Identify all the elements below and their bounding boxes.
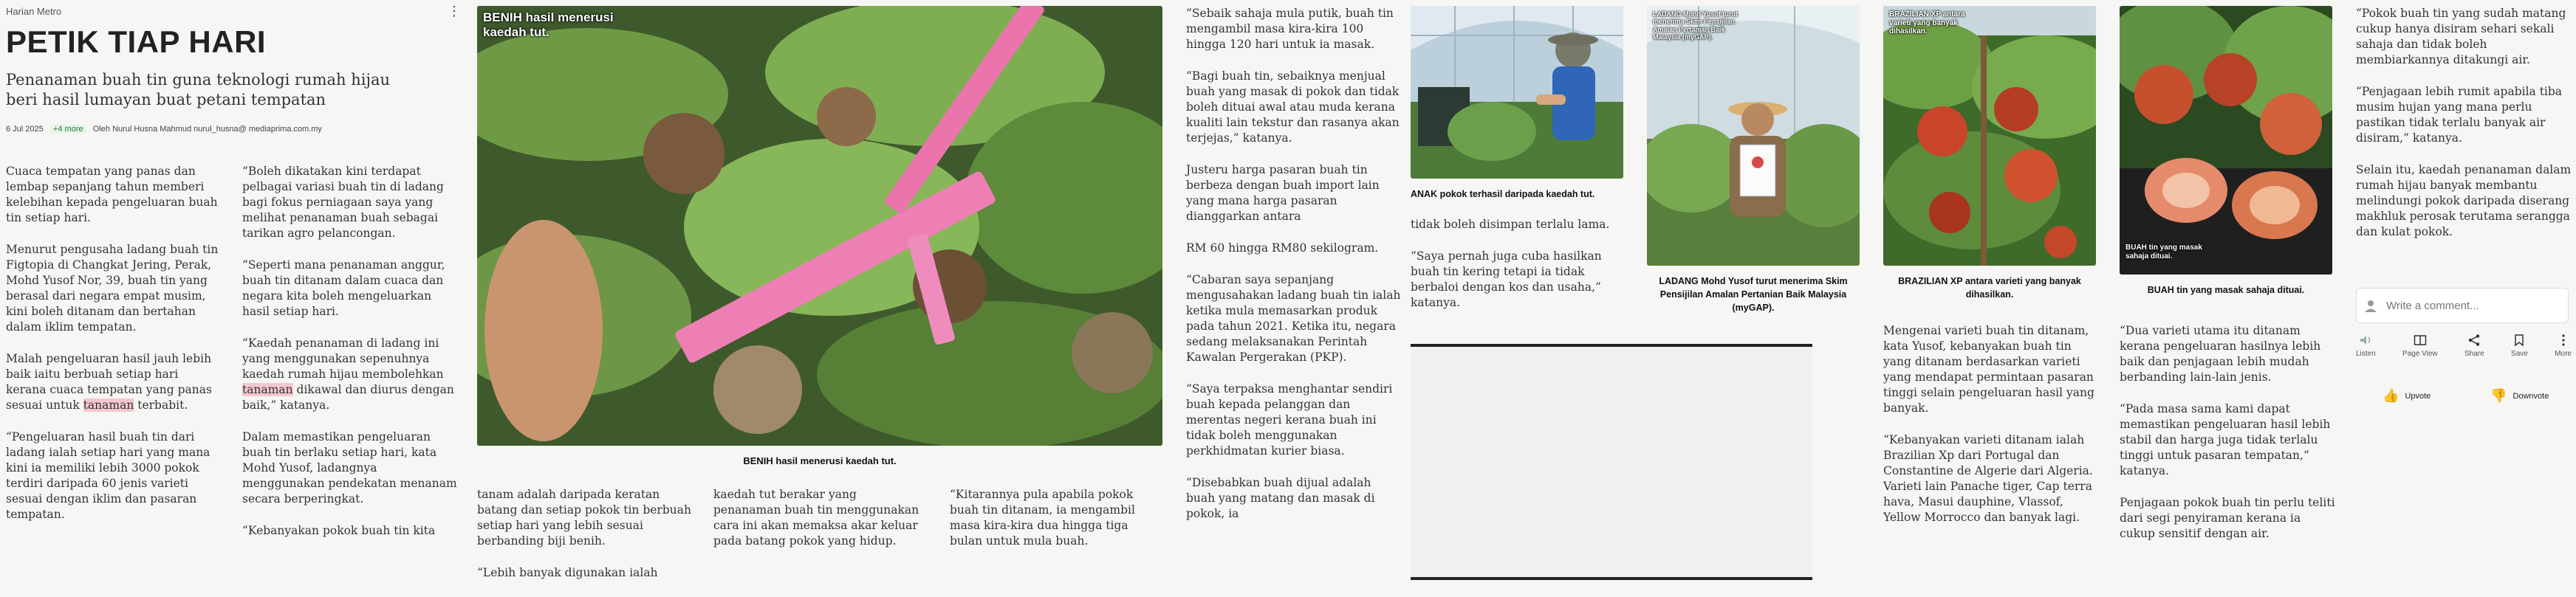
photo-ripe-figs[interactable]: [2120, 6, 2332, 275]
highlight[interactable]: tanaman: [83, 398, 134, 412]
paragraph: “Lebih banyak digunakan ialah: [477, 566, 658, 579]
share-icon: [2467, 334, 2481, 347]
paragraph: RM 60 hingga RM80 sekilogram.: [1186, 241, 1379, 255]
article-column-1: [6, 164, 222, 539]
paragraph: “Saya terpaksa menghantar sendiri buah kepada pelanggan dan merentas negeri kerana buah ini tidak boleh menggunakan perkhidmatan kurier biasa.: [1186, 382, 1393, 458]
paragraph: “Bagi buah tin, sebaiknya menjual buah yang masak di pokok dan tidak boleh dituai awal atau muda kerana kualiti lain tekstur dan rasanya akan terjejas,” katanya.: [1186, 69, 1400, 145]
toolbar-label: Page View: [2402, 350, 2438, 358]
bookmark-icon: [2512, 334, 2526, 347]
paragraph: Justeru harga pasaran buah tin berbeza dengan buah import lain yang mana harga pasaran dianggarkan antara: [1186, 163, 1380, 223]
toolbar-label: Share: [2464, 350, 2484, 358]
article-column-4: [1186, 6, 1402, 538]
section-label: Harian Metro: [6, 6, 62, 17]
photo-brazilian-xp[interactable]: [1883, 6, 2096, 266]
greenhouse-image: [1411, 6, 1623, 179]
paragraph: Mengenai varieti buah tin ditanam, kata Yusof, kebanyakan buah tin yang ditanam berdasarkan varieti yang mendapat permintaan pasaran tinggi selain pengeluaran hasil yang banyak.: [1883, 324, 2094, 415]
toolbar-label: Save: [2511, 350, 2528, 358]
paragraph: “Pokok buah tin yang sudah matang cukup hanya disiram sehari sekali sahaja dan tidak boleh membiarkannya ditakungi air.: [2356, 7, 2566, 66]
page-subtitle: Penanaman buah tin guna teknologi rumah hijau beri hasil lumayan buat petani tempatan: [6, 71, 391, 108]
photo-caption: BUAH tin yang masak sahaja dituai.: [2147, 285, 2305, 295]
ad-placeholder: [1411, 344, 1812, 580]
photo-caption: LADANG Mohd Yusof turut menerima Skim Pensijilan Amalan Pertanian Baik Malaysia (myGAP).: [1659, 276, 1848, 313]
downvote-button[interactable]: [2490, 388, 2572, 404]
paragraph: “Cabaran saya sepanjang mengusahakan ladang buah tin ialah ketika mula memasarkan produk pada tahun 2021. Ketika itu, negara sedang melaksanakan Perintah Kawalan Pergerakan (PKP).: [1186, 273, 1401, 364]
photo-farmer-certificate[interactable]: [1647, 6, 1860, 266]
paragraph: “Dua varieti utama itu ditanam kerana pengeluaran hasilnya lebih baik dan penjagaan lebih mudah berbanding lain-lain jenis.: [2120, 324, 2321, 384]
seedlings-image: [477, 6, 1162, 446]
thumbs-down-icon: 👎: [2490, 388, 2507, 403]
toolbar-label: Listen: [2356, 350, 2376, 358]
article-column-3a: [477, 487, 691, 597]
upvote-button[interactable]: [2383, 388, 2456, 404]
thumbs-up-icon: 👍: [2383, 388, 2399, 403]
article-column-2: [242, 164, 458, 555]
article-column-3b: [713, 487, 928, 565]
paragraph: “Saya pernah juga cuba hasilkan buah tin kering tetapi ia tidak berbaloi dengan kos dan usaha,” katanya.: [1411, 249, 1602, 309]
kebab-menu-icon[interactable]: ⋮: [448, 4, 461, 18]
page-view-button[interactable]: [2402, 334, 2438, 358]
more-authors-tag[interactable]: +4 more: [50, 125, 86, 134]
speaker-icon: [2359, 334, 2372, 347]
paragraph: Penjagaan pokok buah tin perlu teliti dari segi penyiraman kerana ia cukup sensitif dengan air.: [2120, 496, 2335, 540]
article-column-9: [2356, 6, 2572, 256]
paragraph: Dalam memastikan pengeluaran buah tin berlaku setiap hari, kata Mohd Yusof, ladangnya menggunakan pendekatan menanam secara berperingkat.: [242, 430, 457, 505]
paragraph: Menurut pengusaha ladang buah tin Figtopia di Changkat Jering, Perak, Mohd Yusof Nor, 39, buah tin yang berasal dari negara empat musim, kini boleh ditanam dan bertahan dalam iklim tempatan.: [6, 243, 219, 334]
paragraph: tidak boleh disimpan terlalu lama.: [1411, 218, 1610, 231]
paragraph: “Kitarannya pula apabila pokok buah tin ditanam, ia mengambil masa kira-kira dua hingga tiga bulan untuk mula buah.: [950, 488, 1135, 548]
photo-greenhouse-man[interactable]: [1411, 6, 1623, 179]
paragraph: “Sebaik sahaja mula putik, buah tin mengambil masa kira-kira 100 hingga 120 hari untuk ia masak.: [1186, 7, 1394, 51]
paragraph: “Penjagaan lebih rumit apabila tiba musim hujan yang mana perlu pastikan tidak terlalu banyak air disiram,” katanya.: [2356, 85, 2563, 145]
vote-row: [2383, 388, 2572, 404]
photo-caption: ANAK pokok terhasil daripada kaedah tut.: [1411, 189, 1595, 199]
toolbar-label: More: [2555, 350, 2572, 358]
more-icon: [2557, 334, 2570, 347]
paragraph: “Pada masa sama kami dapat memastikan pengeluaran hasil lebih stabil dan harga juga tidak terlalu tinggi untuk pasaran tempatan,” katanya.: [2120, 402, 2331, 477]
ripe-figs-image: [2120, 6, 2332, 275]
photo-overlay-text: LADANG Mohd Yusof turut menerima Skim Pensijilan Amalan Pertanian Baik Malaysia (myGAP).: [1653, 10, 1738, 41]
photo-seedlings[interactable]: [477, 6, 1162, 446]
paragraph: “Kebanyakan varieti ditanam ialah Brazilian Xp dari Portugal dan Constantine de Algerie dari Algeria. Varieti lain Panache tiger, Cap terra hava, Masui dauphine, Vlassof, Yellow Morrocco dan banyak lagi.: [1883, 433, 2093, 524]
figs-tree-image: [1883, 6, 2096, 266]
listen-button[interactable]: [2356, 334, 2376, 358]
article-column-8: [2120, 323, 2335, 558]
avatar-icon: [2364, 299, 2377, 312]
upvote-label: Upvote: [2405, 391, 2431, 401]
comment-input[interactable]: [2385, 299, 2558, 313]
highlight[interactable]: tanaman: [242, 383, 293, 396]
paragraph: “Boleh dikatakan kini terdapat pelbagai variasi buah tin di ladang bagi fokus perniagaan saya yang melihat penanaman buah sebagai tarikan agro pelancongan.: [242, 165, 444, 240]
photo-caption: BRAZILIAN XP antara varieti yang banyak dihasilkan.: [1898, 276, 2081, 300]
comment-box[interactable]: [2356, 288, 2569, 323]
page-view-icon: [2414, 334, 2427, 347]
save-button[interactable]: [2511, 334, 2528, 358]
paragraph: tanam adalah daripada keratan batang dan setiap pokok tin berbuah setiap hari yang lebih sesuai berbanding biji benih.: [477, 488, 691, 548]
paragraph: “Kebanyakan pokok buah tin kita: [242, 524, 436, 537]
photo-overlay-text: BRAZILIAN XP antara varieti yang banyak dihasilkan.: [1889, 10, 1965, 35]
date: 6 Jul 2025: [6, 125, 44, 134]
article-column-3c: [950, 487, 1162, 565]
paragraph: “Pengeluaran hasil buah tin dari ladang ialah setiap hari yang mana kini ia memiliki lebih 3000 pokok terdiri daripada 60 jenis varieti sesuai dengan iklim dan pasaran tempatan.: [6, 430, 210, 521]
photo-overlay-text: BENIH hasil menerusi kaedah tut.: [483, 10, 614, 39]
photo-overlay-text: BUAH tin yang masak sahaja dituai.: [2125, 244, 2202, 260]
paragraph: “Seperti mana penanaman anggur, buah tin ditanam dalam cuaca dan negara kita boleh mengeluarkan hasil setiap hari.: [242, 258, 445, 318]
paragraph: kaedah tut berakar yang penanaman buah tin menggunakan cara ini akan memaksa akar keluar pada batang pokok yang hidup.: [713, 488, 919, 548]
paragraph: Cuaca tempatan yang panas dan lembap sepanjang tahun memberi kelebihan kepada pengeluaran buah tin setiap hari.: [6, 165, 218, 224]
photo-caption: BENIH hasil menerusi kaedah tut.: [743, 455, 897, 466]
farmer-image: [1647, 6, 1860, 266]
byline: Oleh Nurul Husna Mahmud nurul_husna@ mediaprima.com.my: [92, 125, 322, 134]
paragraph: “Disebabkan buah dijual adalah buah yang matang dan masak di pokok, ia: [1186, 476, 1375, 520]
byline-row: [6, 125, 456, 134]
article-column-5: [1411, 217, 1626, 327]
paragraph: Malah pengeluaran hasil jauh lebih baik iaitu berbuah setiap hari kerana cuaca tempatan yang panas sesuai untuk tanaman terbabit.: [6, 352, 212, 412]
share-button[interactable]: [2464, 334, 2484, 358]
article-column-7: [1883, 323, 2099, 542]
paragraph: Selain itu, kaedah penanaman dalam rumah hijau banyak membantu melindungi pokok daripada diserang makhluk perosak terutama serangga dan kulat pokok.: [2356, 163, 2572, 238]
more-button[interactable]: [2555, 334, 2572, 358]
downvote-label: Downvote: [2512, 391, 2549, 401]
article-toolbar: [2356, 334, 2572, 358]
page-title: PETIK TIAP HARI: [6, 24, 267, 59]
paragraph: “Kaedah penanaman di ladang ini yang menggunakan sepenuhnya kaedah rumah hijau membolehkan tanaman dikawal dan diurus dengan baik,” katanya.: [242, 337, 454, 412]
